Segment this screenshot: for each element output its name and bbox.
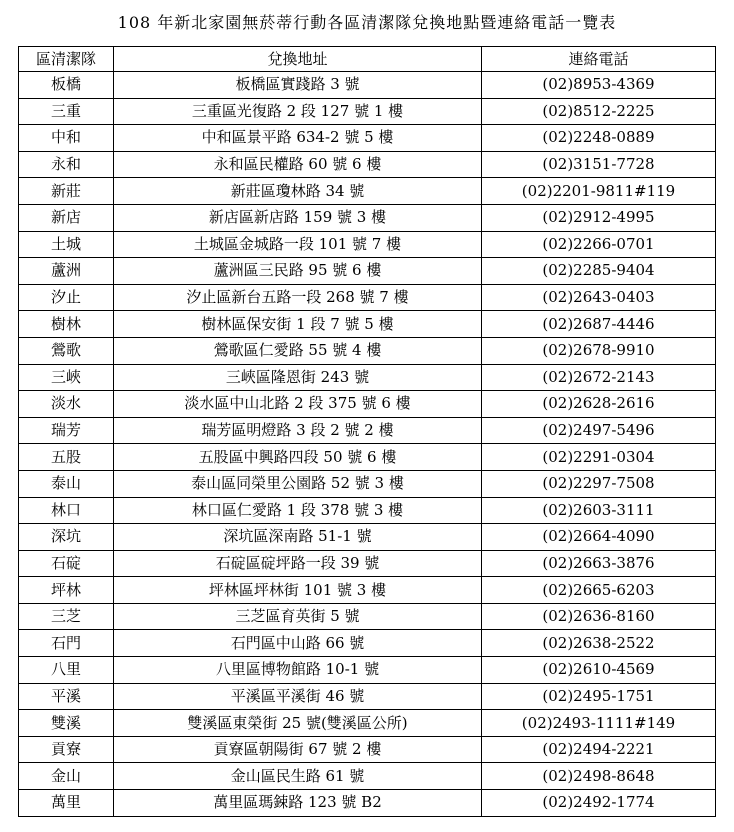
phone-cell: (02)2493-1111#149 [482, 710, 716, 737]
address-cell: 萬里區瑪鋉路 123 號 B2 [114, 790, 482, 817]
phone-cell: (02)2678-9910 [482, 337, 716, 364]
district-cell: 瑞芳 [19, 417, 114, 444]
table-row [19, 364, 716, 391]
table-row [19, 72, 716, 99]
phone-cell: (02)2248-0889 [482, 125, 716, 152]
address-cell: 雙溪區東榮街 25 號(雙溪區公所) [114, 710, 482, 737]
district-cell: 永和 [19, 151, 114, 178]
phone-cell: (02)2664-4090 [482, 524, 716, 551]
table-row [19, 125, 716, 152]
table-row [19, 417, 716, 444]
column-header-address: 兌換地址 [114, 47, 482, 72]
table-row [19, 790, 716, 817]
address-cell: 新店區新店路 159 號 3 樓 [114, 204, 482, 231]
district-cell: 中和 [19, 125, 114, 152]
column-header-phone: 連絡電話 [482, 47, 716, 72]
phone-cell: (02)2266-0701 [482, 231, 716, 258]
address-cell: 金山區民生路 61 號 [114, 763, 482, 790]
district-cell: 三峽 [19, 364, 114, 391]
table-row [19, 524, 716, 551]
table-row [19, 231, 716, 258]
address-cell: 淡水區中山北路 2 段 375 號 6 樓 [114, 391, 482, 418]
phone-cell: (02)2497-5496 [482, 417, 716, 444]
address-cell: 中和區景平路 634-2 號 5 樓 [114, 125, 482, 152]
table-row [19, 763, 716, 790]
district-cell: 鶯歌 [19, 337, 114, 364]
address-cell: 林口區仁愛路 1 段 378 號 3 樓 [114, 497, 482, 524]
address-cell: 板橋區實踐路 3 號 [114, 72, 482, 99]
phone-cell: (02)2665-6203 [482, 577, 716, 604]
table-row [19, 577, 716, 604]
address-cell: 蘆洲區三民路 95 號 6 樓 [114, 258, 482, 285]
table-header-row [19, 47, 716, 72]
table-row [19, 337, 716, 364]
phone-cell: (02)2201-9811#119 [482, 178, 716, 205]
address-cell: 土城區金城路一段 101 號 7 樓 [114, 231, 482, 258]
district-cell: 雙溪 [19, 710, 114, 737]
district-cell: 板橋 [19, 72, 114, 99]
address-cell: 坪林區坪林街 101 號 3 樓 [114, 577, 482, 604]
phone-cell: (02)2603-3111 [482, 497, 716, 524]
district-cell: 坪林 [19, 577, 114, 604]
district-cell: 蘆洲 [19, 258, 114, 285]
district-cell: 新莊 [19, 178, 114, 205]
phone-cell: (02)2628-2616 [482, 391, 716, 418]
phone-cell: (02)2492-1774 [482, 790, 716, 817]
district-cell: 三重 [19, 98, 114, 125]
district-cell: 平溪 [19, 683, 114, 710]
table-row [19, 311, 716, 338]
phone-cell: (02)2663-3876 [482, 550, 716, 577]
column-header-district: 區清潔隊 [19, 47, 114, 72]
district-cell: 三芝 [19, 603, 114, 630]
district-cell: 泰山 [19, 470, 114, 497]
district-cell: 五股 [19, 444, 114, 471]
phone-cell: (02)2638-2522 [482, 630, 716, 657]
phone-cell: (02)2498-8648 [482, 763, 716, 790]
address-cell: 深坑區深南路 51-1 號 [114, 524, 482, 551]
address-cell: 泰山區同榮里公園路 52 號 3 樓 [114, 470, 482, 497]
table-row [19, 391, 716, 418]
phone-cell: (02)3151-7728 [482, 151, 716, 178]
address-cell: 鶯歌區仁愛路 55 號 4 樓 [114, 337, 482, 364]
district-cell: 石門 [19, 630, 114, 657]
district-cell: 土城 [19, 231, 114, 258]
address-cell: 三重區光復路 2 段 127 號 1 樓 [114, 98, 482, 125]
table-row [19, 98, 716, 125]
district-cell: 石碇 [19, 550, 114, 577]
phone-cell: (02)2672-2143 [482, 364, 716, 391]
table-row [19, 603, 716, 630]
table-row [19, 630, 716, 657]
phone-cell: (02)2636-8160 [482, 603, 716, 630]
address-cell: 石碇區碇坪路一段 39 號 [114, 550, 482, 577]
address-cell: 三芝區育英街 5 號 [114, 603, 482, 630]
phone-cell: (02)2912-4995 [482, 204, 716, 231]
address-cell: 汐止區新台五路一段 268 號 7 樓 [114, 284, 482, 311]
table-row [19, 470, 716, 497]
district-cell: 金山 [19, 763, 114, 790]
phone-cell: (02)2494-2221 [482, 736, 716, 763]
district-cell: 淡水 [19, 391, 114, 418]
table-row [19, 204, 716, 231]
phone-cell: (02)2297-7508 [482, 470, 716, 497]
district-cell: 深坑 [19, 524, 114, 551]
table-row [19, 151, 716, 178]
document-title: 108 年新北家園無菸蒂行動各區清潔隊兌換地點暨連絡電話一覽表 [117, 13, 617, 32]
table-row [19, 550, 716, 577]
phone-cell: (02)2285-9404 [482, 258, 716, 285]
table-row [19, 444, 716, 471]
phone-cell: (02)2610-4569 [482, 657, 716, 684]
address-cell: 新莊區瓊林路 34 號 [114, 178, 482, 205]
address-cell: 瑞芳區明燈路 3 段 2 號 2 樓 [114, 417, 482, 444]
address-cell: 五股區中興路四段 50 號 6 樓 [114, 444, 482, 471]
phone-cell: (02)2687-4446 [482, 311, 716, 338]
phone-cell: (02)2643-0403 [482, 284, 716, 311]
address-cell: 樹林區保安街 1 段 7 號 5 樓 [114, 311, 482, 338]
district-cell: 八里 [19, 657, 114, 684]
table-body [19, 72, 716, 817]
table-row [19, 710, 716, 737]
phone-cell: (02)2495-1751 [482, 683, 716, 710]
address-cell: 貢寮區朝陽街 67 號 2 樓 [114, 736, 482, 763]
address-cell: 平溪區平溪街 46 號 [114, 683, 482, 710]
district-cell: 汐止 [19, 284, 114, 311]
table-row [19, 497, 716, 524]
exchange-locations-table [18, 46, 716, 817]
table-row [19, 657, 716, 684]
district-cell: 新店 [19, 204, 114, 231]
phone-cell: (02)8512-2225 [482, 98, 716, 125]
address-cell: 三峽區隆恩街 243 號 [114, 364, 482, 391]
district-cell: 樹林 [19, 311, 114, 338]
table-row [19, 736, 716, 763]
phone-cell: (02)8953-4369 [482, 72, 716, 99]
address-cell: 八里區博物館路 10-1 號 [114, 657, 482, 684]
table-row [19, 683, 716, 710]
table-row [19, 178, 716, 205]
district-cell: 林口 [19, 497, 114, 524]
table-row [19, 284, 716, 311]
phone-cell: (02)2291-0304 [482, 444, 716, 471]
address-cell: 石門區中山路 66 號 [114, 630, 482, 657]
district-cell: 萬里 [19, 790, 114, 817]
district-cell: 貢寮 [19, 736, 114, 763]
table-row [19, 258, 716, 285]
address-cell: 永和區民權路 60 號 6 樓 [114, 151, 482, 178]
